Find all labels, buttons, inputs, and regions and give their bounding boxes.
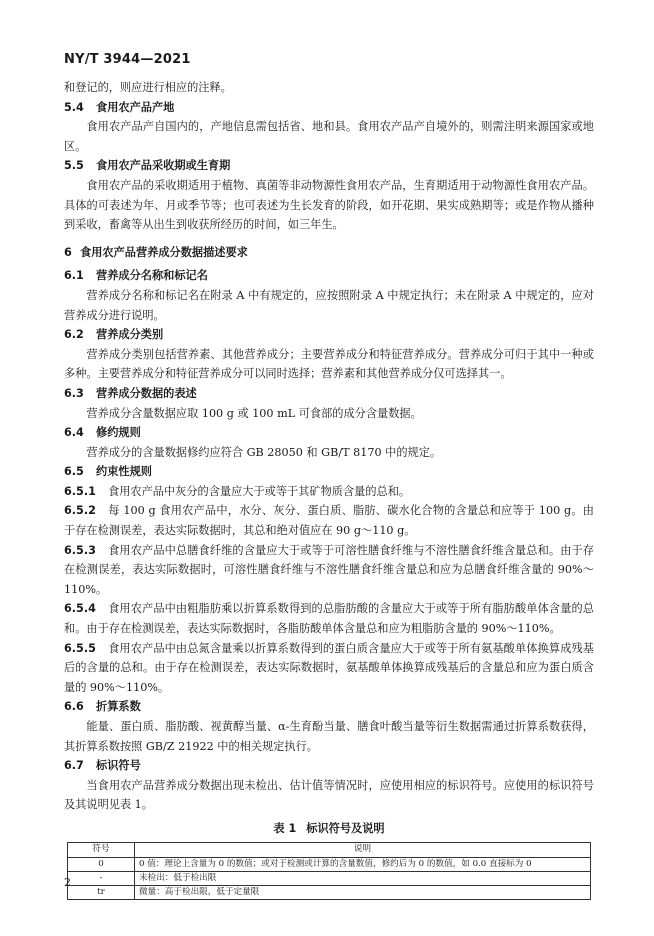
clause-paragraph: [64, 501, 594, 540]
body-paragraph: 食用农产品的采收期适用于植物、真菌等非动物源性食用农产品，生育期适用于动物源性食用农产品。具体的可表述为年、月或季节等；也可表述为生长发育的阶段，如开花期、果实成熟期等；或是作物从播种到采收，畜禽等从出生到收获所经历的时间，如三年生。: [64, 178, 594, 232]
body-paragraph: 营养成分含量数据应取 100 g 或 100 mL 可食部的成分含量数据。: [86, 406, 422, 420]
column-header-symbol: 符号: [68, 842, 135, 857]
body-paragraph: 营养成分类别包括营养素、其他营养成分；主要营养成分和特征营养成分。营养成分可归于其中一种或多种。主要营养成分和特征营养成分可以同时选择；营养素和其他营养成分仅可选择其一。: [64, 347, 594, 381]
table-row: [68, 885, 591, 899]
section-number: 6.1: [64, 269, 84, 283]
clause-text: 食用农产品中灰分的含量应大于或等于其矿物质含量的总和。: [108, 484, 411, 498]
cell-description: 未检出：低于检出限: [135, 871, 591, 885]
section-number: 6.2: [64, 328, 84, 342]
page-number: 2: [64, 876, 71, 889]
clause-number: 6.5.5: [64, 641, 96, 655]
section-title: 食用农产品产地: [96, 100, 175, 114]
clause-text: 食用农产品中总膳食纤维的含量应大于或等于可溶性膳食纤维与不溶性膳食纤维含量总和。由于存在检测误差，表达实际数据时，可溶性膳食纤维与不溶性膳食纤维含量总和应为总膳食纤维含量的 90%～110%。: [64, 543, 594, 596]
section-heading: [64, 756, 594, 776]
section-number: 6.5: [64, 465, 84, 479]
section-heading: [64, 243, 594, 263]
cell-description: 微量：高于检出限，低于定量限: [135, 885, 591, 899]
clause-text: 食用农产品中由粗脂肪乘以折算系数得到的总脂肪酸的含量应大于或等于所有脂肪酸单体含量的总和。由于存在检测误差，表达实际数据时，各脂肪酸单体含量总和应为粗脂肪含量的 90%～110%。: [64, 602, 594, 636]
table-caption-number: 表 1: [273, 821, 297, 835]
section-heading: [64, 325, 594, 345]
section-title: 标识符号: [96, 759, 141, 773]
body-paragraph: 能量、蛋白质、脂肪酸、视黄醇当量、α-生育酚当量、膳食叶酸当量等衍生数据需通过折算系数获得，其折算系数按照 GB/Z 21922 中的相关规定执行。: [64, 720, 594, 753]
body-paragraph: 食用农产品产自国内的，产地信息需包括省、地和县。食用农产品产自境外的，则需注明来源国家或地区。: [64, 120, 594, 153]
table-caption-title: 标识符号及说明: [306, 821, 385, 835]
clause-number: 6.5.3: [64, 543, 96, 557]
section-title: 约束性规则: [96, 465, 152, 479]
section-heading: [64, 156, 594, 176]
cell-symbol: 0: [68, 857, 135, 871]
cell-symbol: tr: [68, 885, 135, 899]
table-header-row: [68, 842, 591, 857]
section-heading: [64, 462, 594, 482]
clause-paragraph: [64, 599, 594, 638]
section-number: 6.3: [64, 386, 84, 400]
document-body: [64, 78, 594, 900]
section-heading: [64, 423, 594, 443]
section-title: 营养成分类别: [96, 328, 164, 342]
cell-symbol: -: [68, 871, 135, 885]
clause-paragraph: [64, 482, 594, 502]
clause-text: 食用农产品中由总氮含量乘以折算系数得到的蛋白质含量应大于或等于所有氨基酸单体换算成残基后的含量的总和。由于存在检测误差，表达实际数据时，氨基酸单体换算成残基后的含量总和应为蛋白质含量的 90%～110%。: [64, 641, 594, 694]
clause-number: 6.5.4: [64, 602, 96, 616]
section-heading: [64, 384, 594, 404]
section-title: 折算系数: [96, 700, 141, 714]
section-title: 营养成分数据的表述: [96, 386, 197, 400]
section-title: 食用农产品营养成分数据描述要求: [80, 245, 248, 259]
section-heading: [64, 266, 594, 286]
section-number: 6.4: [64, 426, 84, 440]
clause-text: 每 100 g 食用农产品中，水分、灰分、蛋白质、脂肪、碳水化合物的含量总和应等于 100 g。由于存在检测误差，表达实际数据时，其总和绝对值应在 90 g～110 g。: [64, 504, 594, 538]
body-paragraph: 当食用农产品营养成分数据出现未检出、估计值等情况时，应使用相应的标识符号。应使用的标识符号及其说明见表 1。: [64, 778, 594, 812]
clause-paragraph: [64, 541, 594, 600]
column-header-description: 说明: [135, 842, 591, 857]
table-row: [68, 871, 591, 885]
body-paragraph: 和登记的，则应进行相应的注释。: [64, 81, 232, 94]
section-number: 6: [64, 245, 72, 259]
clause-paragraph: [64, 639, 594, 698]
table-row: [68, 857, 591, 871]
body-paragraph: 营养成分名称和标记名在附录 A 中有规定的，应按照附录 A 中规定执行；未在附录 A 中规定的，应对营养成分进行说明。: [64, 288, 594, 322]
section-heading: [64, 98, 594, 118]
section-title: 修约规则: [96, 426, 141, 440]
section-title: 食用农产品采收期或生育期: [96, 159, 231, 173]
section-number: 6.6: [64, 700, 84, 714]
standard-code-header: NY/T 3944—2021: [64, 52, 191, 67]
clause-number: 6.5.2: [64, 504, 96, 518]
section-heading: [64, 697, 594, 717]
cell-description: 0 值：理论上含量为 0 的数值；或对于检测或计算的含量数值，修约后为 0 的数值，如 0.0 直接标为 0: [135, 857, 591, 871]
section-number: 6.7: [64, 759, 84, 773]
section-number: 5.5: [64, 159, 84, 173]
table-caption: [64, 819, 594, 839]
body-paragraph: 营养成分的含量数据修约应符合 GB 28050 和 GB/T 8170 中的规定。: [86, 445, 442, 459]
section-number: 5.4: [64, 100, 84, 114]
symbols-table: [67, 842, 591, 900]
clause-number: 6.5.1: [64, 484, 96, 498]
section-title: 营养成分名称和标记名: [96, 269, 208, 283]
